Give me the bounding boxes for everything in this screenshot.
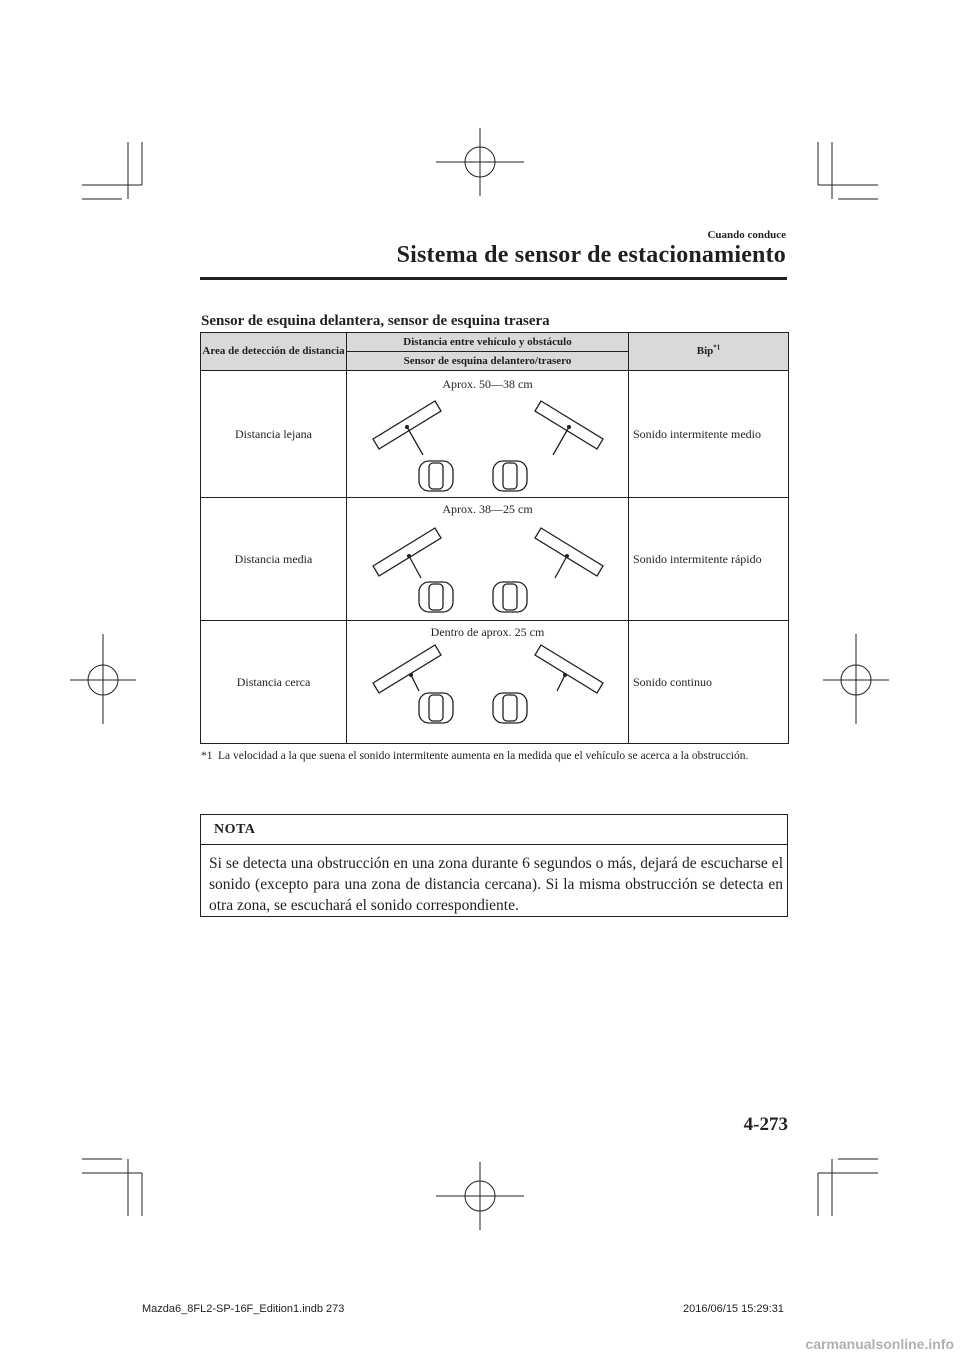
row-range: Aprox. 38—25 cm	[442, 502, 533, 516]
row-range: Dentro de aprox. 25 cm	[430, 625, 545, 639]
header-distance: Distancia entre vehículo y obstáculo	[347, 333, 629, 352]
table-row	[201, 498, 789, 621]
note-heading: NOTA	[214, 822, 256, 837]
table-row	[201, 621, 789, 744]
row-figure	[347, 371, 629, 498]
sensor-diagram-far	[365, 387, 611, 495]
header-beep-label: Bip	[696, 345, 714, 357]
sensor-diagram-medium	[365, 512, 611, 620]
footnote	[201, 749, 761, 763]
row-beep: Sonido intermitente rápido	[629, 498, 789, 621]
footnote-mark: *1	[201, 750, 213, 762]
watermark: carmanualsonline.info	[805, 1336, 954, 1352]
header-area: Area de detección de distancia	[201, 333, 347, 371]
row-range: Aprox. 50—38 cm	[442, 377, 533, 391]
row-beep: Sonido intermitente medio	[629, 371, 789, 498]
table-row	[201, 371, 789, 498]
note-box	[200, 814, 788, 917]
sensor-diagram-near	[365, 635, 611, 743]
footnote-text: La velocidad a la que suena el sonido intermitente aumenta en la medida que el vehículo se acerca a la obstrucción.	[218, 750, 749, 762]
row-beep: Sonido continuo	[629, 621, 789, 744]
header-beep-mark: *1	[713, 343, 721, 352]
page-number: 4-273	[743, 1114, 788, 1135]
section-label: Cuando conduce	[707, 229, 786, 241]
header-sensor: Sensor de esquina delantero/trasero	[347, 352, 629, 371]
title-rule	[200, 277, 787, 280]
note-header	[201, 815, 787, 845]
row-area: Distancia cerca	[201, 621, 347, 744]
imprint-file: Mazda6_8FL2-SP-16F_Edition1.indb 273	[142, 1303, 345, 1315]
row-figure	[347, 621, 629, 744]
row-figure	[347, 498, 629, 621]
imprint-date: 2016/06/15 15:29:31	[683, 1303, 784, 1315]
row-area: Distancia lejana	[201, 371, 347, 498]
note-text: Si se detecta una obstrucción en una zona durante 6 segundos o más, dejará de escucharse el sonido (excepto para una zona de distancia cercana). Si la misma obstrucción se detecta en otra zona, se escuchará el sonido correspondiente.	[209, 855, 783, 914]
detection-table	[200, 332, 789, 744]
row-area: Distancia media	[201, 498, 347, 621]
header-beep	[629, 333, 789, 371]
subsection-title: Sensor de esquina delantera, sensor de esquina trasera	[201, 313, 550, 329]
page-title: Sistema de sensor de estacionamiento	[396, 242, 786, 268]
